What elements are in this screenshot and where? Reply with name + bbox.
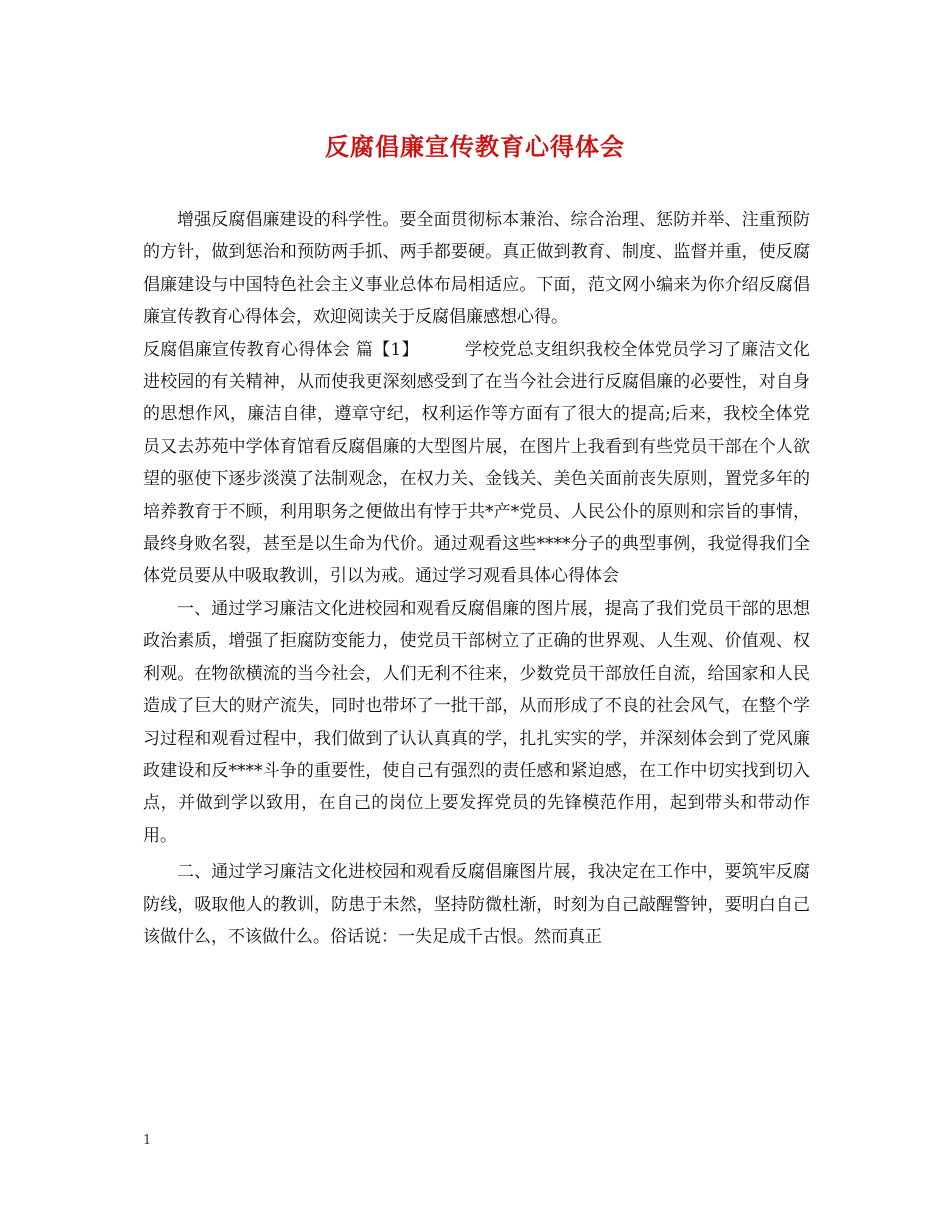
section-paragraph xyxy=(143,334,810,593)
document-title: 反腐倡廉宣传教育心得体会 xyxy=(325,132,625,161)
intro-paragraph: 增强反腐倡廉建设的科学性。要全面贯彻标本兼治、综合治理、惩防并举、注重预防的方针，做到惩治和预防两手抓、两手都要硬。真正做到教育、制度、监督并重，使反腐倡廉建设与中国特色社会主义事业总体布局相适应。下面，范文网小编来为你介绍反腐倡廉宣传教育心得体会，欢迎阅读关于反腐倡廉感想心得。 xyxy=(143,210,810,328)
page-number: 1 xyxy=(143,1133,152,1148)
section-text: 学校党总支组织我校全体党员学习了廉洁文化进校园的有关精神，从而使我更深刻感受到了在当今社会进行反腐倡廉的必要性，对自身的思想作风，廉洁自律，遵章守纪，权利运作等方面有了很大的提高;后来，我校全体党员又去苏苑中学体育馆看反腐倡廉的大型图片展，在图片上我看到有些党员干部在个人欲望的驱使下逐步淡漠了法制观念，在权力关、金钱关、美色关面前丧失原则，置党多年的培养教育于不顾，利用职务之便做出有悖于共*产*党员、人民公仆的原则和宗旨的事情，最终身败名裂，甚至是以生命为代价。通过观看这些****分子的典型事例，我觉得我们全体党员要从中吸取教训，引以为戒。通过学习观看具体心得体会 xyxy=(143,339,810,587)
section-heading: 反腐倡廉宣传教育心得体会 篇【1】 xyxy=(143,339,419,360)
document-body xyxy=(143,204,810,953)
point-two-paragraph: 二、通过学习廉洁文化进校园和观看反腐倡廉图片展，我决定在工作中，要筑牢反腐防线，吸取他人的教训，防患于未然，坚持防微杜渐，时刻为自己敲醒警钟，要明白自己该做什么，不该做什么。俗话说：一失足成千古恨。然而真正 xyxy=(143,862,810,947)
point-one-paragraph: 一、通过学习廉洁文化进校园和观看反腐倡廉的图片展，提高了我们党员干部的思想政治素质，增强了拒腐防变能力，使党员干部树立了正确的世界观、人生观、价值观、权利观。在物欲横流的当今社会，人们无利不往来，少数党员干部放任自流，给国家和人民造成了巨大的财产流失，同时也带坏了一批干部，从而形成了不良的社会风气，在整个学习过程和观看过程中，我们做到了认认真真的学，扎扎实实的学，并深刻体会到了党风廉政建设和反****斗争的重要性，使自己有强烈的责任感和紧迫感，在工作中切实找到切入点，并做到学以致用，在自己的岗位上要发挥党员的先锋模范作用，起到带头和带动作用。 xyxy=(143,598,810,846)
